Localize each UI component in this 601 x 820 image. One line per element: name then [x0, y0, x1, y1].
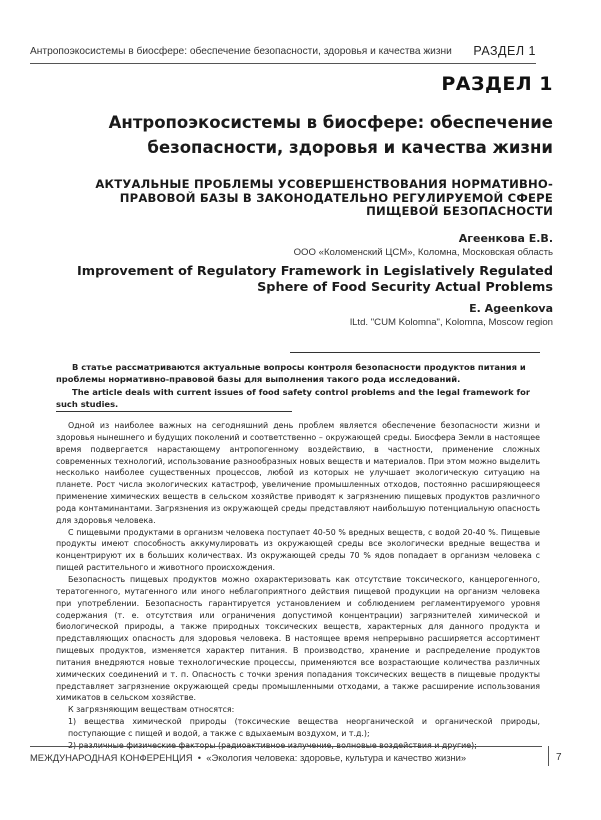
running-header-section: РАЗДЕЛ 1 — [473, 44, 536, 58]
affiliation-en: lLtd. "CUM Kolomna", Kolomna, Moscow region — [349, 317, 553, 328]
running-header-title: Антропоэкосистемы в биосфере: обеспечение безопасности, здоровья и качества жизни — [30, 46, 452, 57]
footer-conference-label: МЕЖДУНАРОДНАЯ КОНФЕРЕНЦИЯ — [30, 752, 193, 763]
list-item: 2) различные физические факторы (радиоактивное излучение, волновые воздействия и другие); — [68, 740, 477, 750]
abstract-top-rule — [290, 352, 540, 353]
footer-divider — [548, 746, 549, 766]
body-paragraph: Безопасность пищевых продуктов можно охарактеризовать как отсутствие токсического, канцерогенного, тератогенного, мутагенного или иного неблагоприятного действия пищевой продукции на организм человека при употреблении. Безопасность гарантируется установлением и соблюдением регламентируемого уровня содержания (т. е. отсутствия или ограничения допустимой концентрации) загрязнителей химической и биологической природы, а также природных токсических веществ, характерных для данного продукта и представляющих опасность для здоровья человека. В настоящее время непрерывно расширяется ассортимент пищевых продуктов, изменяется характер питания. В производство, хранение и распределение продуктов питания внедряются новые технологические процессы, применяются все возрастающие количества различных химических соединений и т. п. Опасность с точки зрения попадания токсических веществ в пищевые продукты представляет загрязнение окружающей среды промышленными отходами, а также расширение использования химикатов в сельском хозяйстве. — [56, 574, 540, 703]
page-number: 7 — [556, 752, 562, 763]
section-subtitle: Антропоэкосистемы в биосфере: обеспечение безопасности, здоровья и качества жизни — [108, 113, 553, 157]
footer-conference-name: «Экология человека: здоровье, культура и качество жизни» — [206, 752, 467, 763]
abstract-en: The article deals with current issues of food safety control problems and the legal framework for such studies. — [56, 386, 531, 409]
author-en: E. Ageenkova — [469, 302, 553, 315]
footer-text: МЕЖДУНАРОДНАЯ КОНФЕРЕНЦИЯ • «Экология человека: здоровье, культура и качество жизни» — [30, 752, 467, 763]
footer-rule — [30, 746, 542, 747]
article-title-en: Improvement of Regulatory Framework in Legislatively Regulated Sphere of Food Security Actual Problems — [77, 264, 553, 295]
body-paragraph: Одной из наиболее важных на сегодняшний день проблем является обеспечение безопасности жизни и здоровья нынешнего и будущих поколений и соответственно – окружающей среды. Биосфера Земли в настоящее время подвергается нарастающему антропогенному воздействию, в частности, применение сложных современных технологий, использование разнообразных новых веществ и материалов. При этом можно выделить несколько наиболее существенных процессов, любой из которых не улучшает экологическую ситуацию на планете. Рост числа экологических катастроф, увеличение промышленных отходов, постоянно расширяющееся применение химических веществ в сельском хозяйстве приводят к загрязнению пищевых продуктов различного рода контаминантами. Загрязнения из окружающей среды представляют наибольшую потенциальную опасность для здоровья человека. — [56, 421, 540, 525]
article-title-ru: АКТУАЛЬНЫЕ ПРОБЛЕМЫ УСОВЕРШЕНСТВОВАНИЯ НОРМАТИВНО-ПРАВОВОЙ БАЗЫ В ЗАКОНОДАТЕЛЬНО РЕГУЛИРУЕМОЙ СФЕРЕ ПИЩЕВОЙ БЕЗОПАСНОСТИ — [95, 177, 553, 218]
list-item: 1) вещества химической природы (токсические вещества неорганической и органической природы, поступающие с пищей и водой, а также с вдыхаемым воздухом, и т.д.); — [68, 717, 540, 738]
section-title: РАЗДЕЛ 1 — [441, 73, 553, 95]
abstract-bottom-rule — [56, 411, 292, 412]
header-rule — [30, 63, 536, 64]
body-paragraph: С пищевыми продуктами в организм человека поступает 40-50 % вредных веществ, с водой 20-40 %. Пищевые продукты имеют способность аккумулировать из окружающей среды все экологически вредные вещества и концентрируют их в больших количествах. Из окружающей среды 70 % ядов попадает в организм человека с пищей растительного и животного происхождения. — [56, 527, 540, 573]
body-paragraph: К загрязняющим веществам относятся: — [68, 705, 235, 715]
affiliation-ru: ООО «Коломенский ЦСМ», Коломна, Московская область — [293, 247, 553, 258]
abstract-ru: В статье рассматриваются актуальные вопросы контроля безопасности продуктов питания и проблемы нормативно-правовой базы для выполнения такого рода исследований. — [56, 362, 526, 385]
author-ru: Агеенкова Е.В. — [458, 232, 553, 245]
abstract — [56, 361, 540, 410]
body-text — [56, 420, 540, 752]
running-header — [30, 44, 536, 64]
